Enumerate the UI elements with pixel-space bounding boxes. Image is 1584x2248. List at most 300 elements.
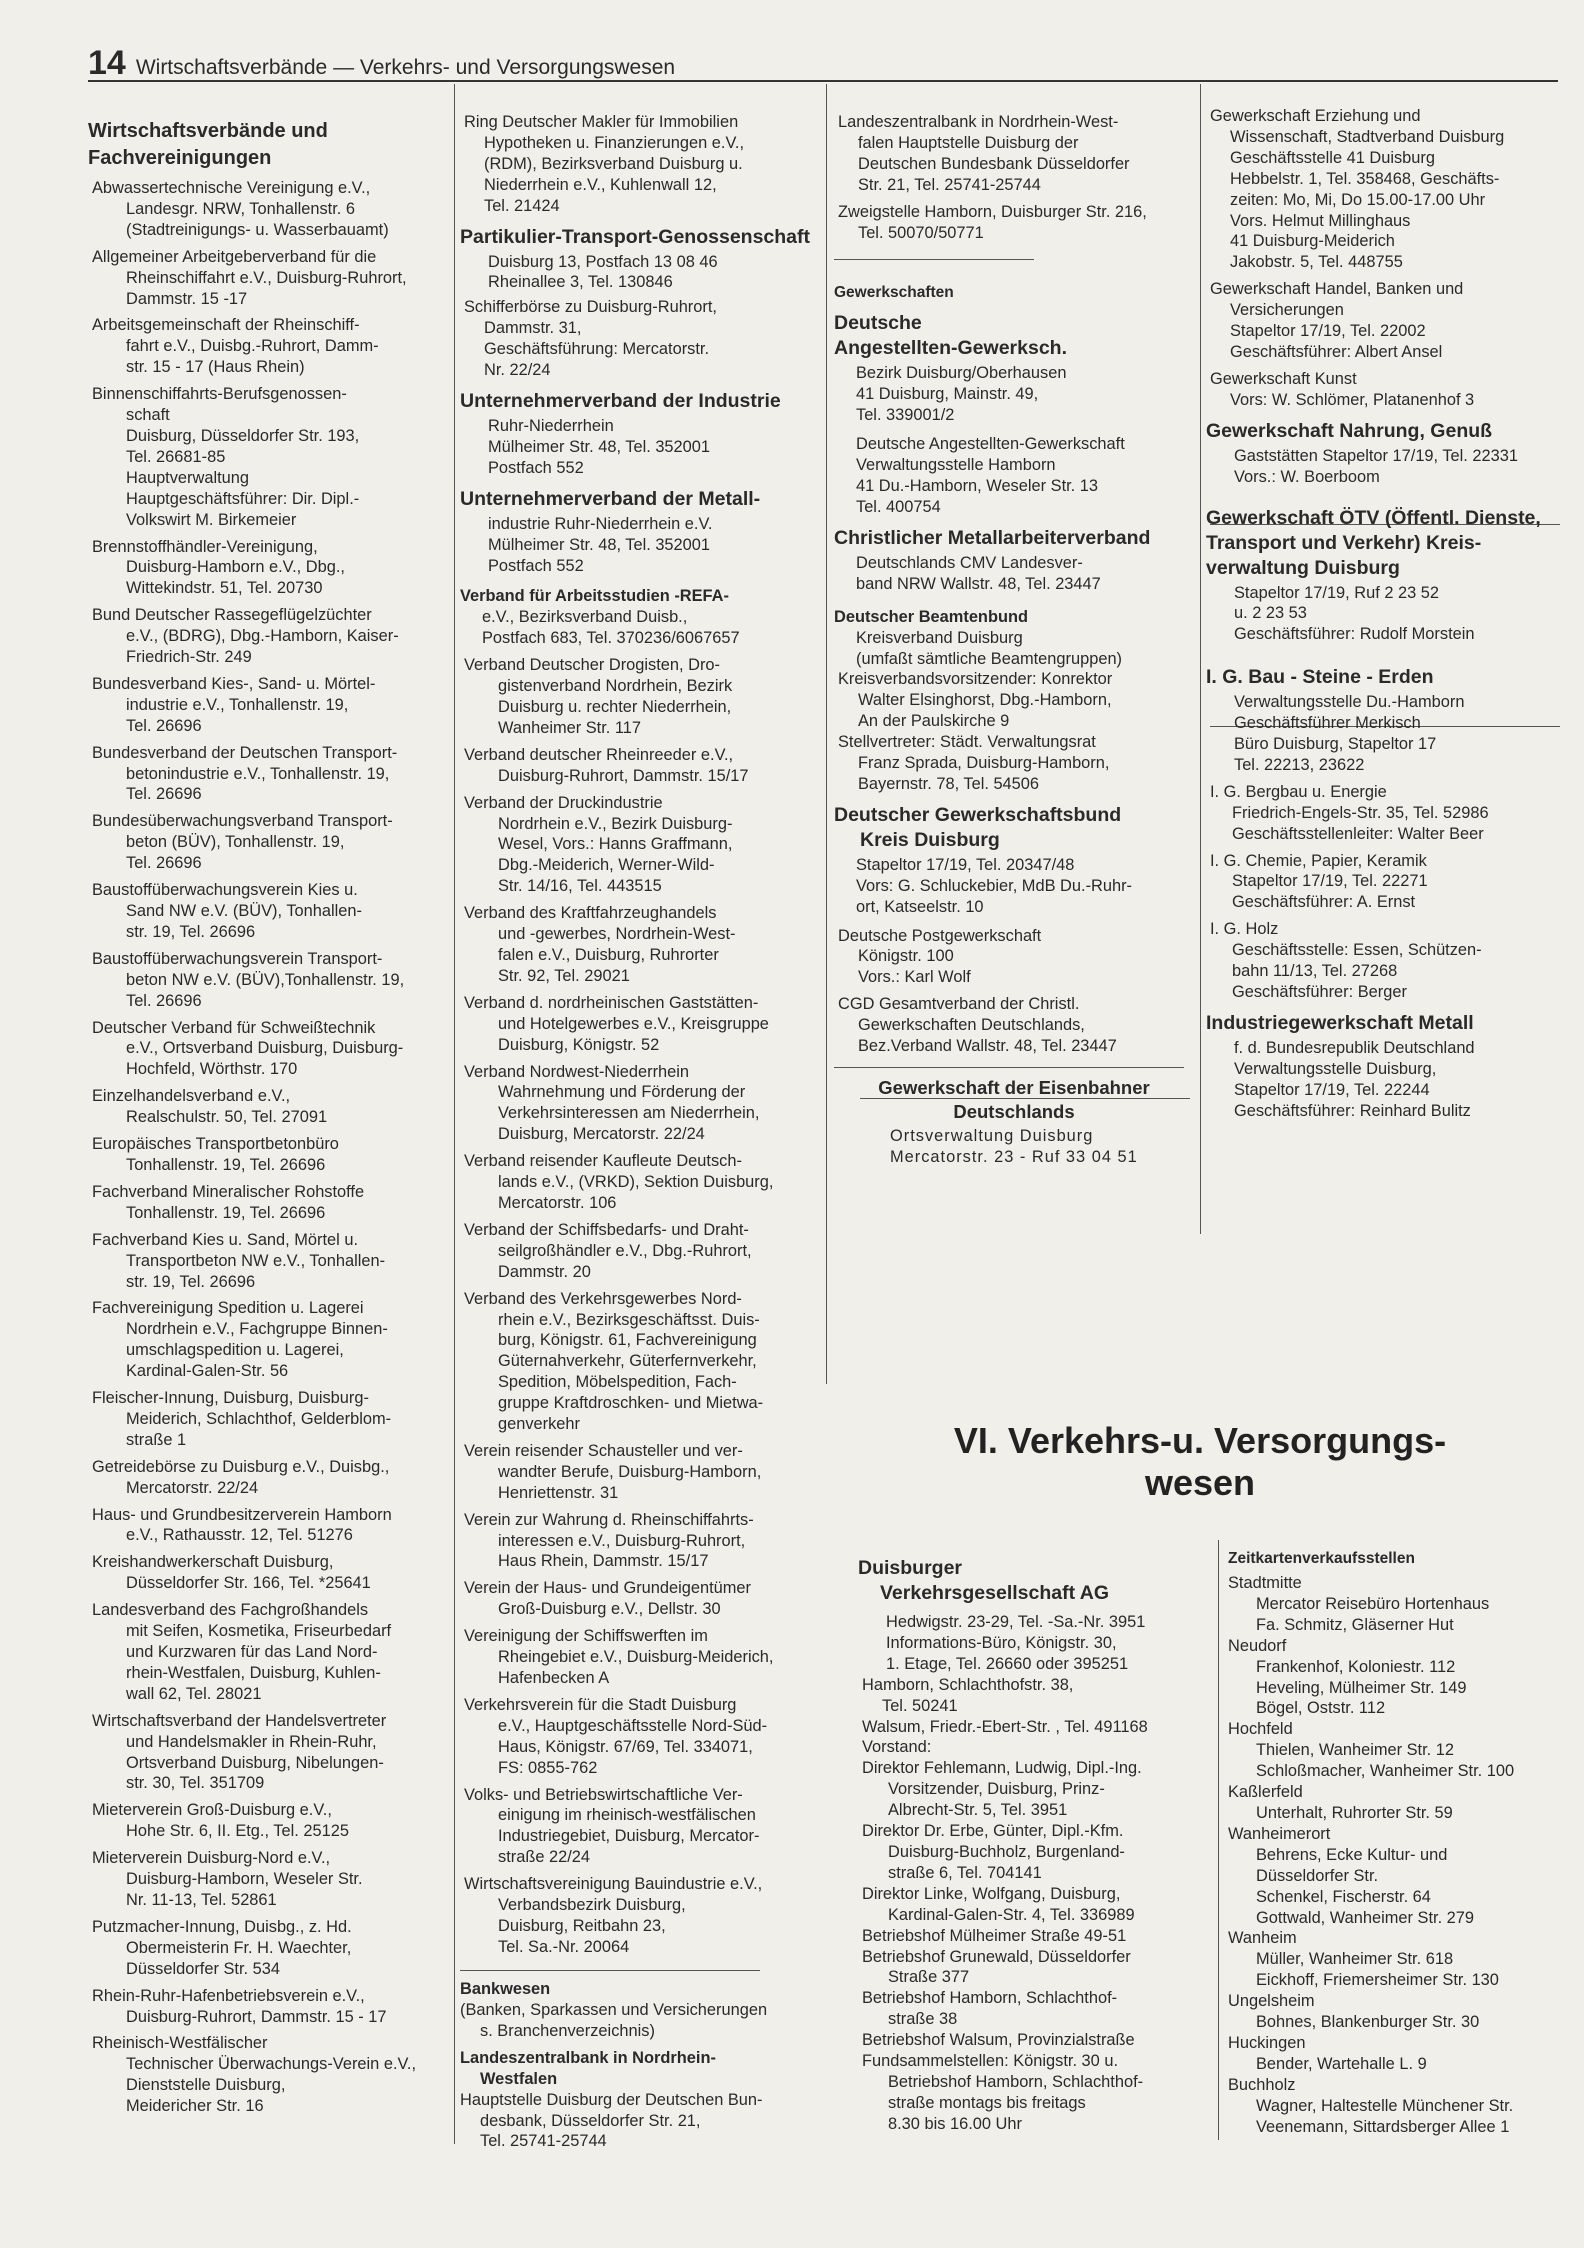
column-4 — [1206, 106, 1564, 1236]
entry-line: Haus Rhein, Dammstr. 15/17 — [498, 1552, 709, 1571]
directory-entry — [858, 1884, 1220, 1926]
directory-entry — [460, 1510, 822, 1573]
district-name: Wanheimerort — [1228, 1824, 1331, 1843]
directory-entry — [88, 674, 450, 737]
entry-line: Ortsverband Duisburg, Nibelungen- — [126, 1753, 384, 1772]
sales-point: Mercator Reisebüro Hortenhaus — [1256, 1594, 1490, 1613]
entry-body — [1206, 446, 1564, 488]
directory-entry — [858, 1926, 1220, 1947]
entry-line: falen e.V., Duisburg, Ruhrorter — [498, 946, 719, 964]
entry-line: Mieterverein Duisburg-Nord e.V., — [92, 1849, 331, 1868]
entry-line: Binnenschiffahrts-Berufsgenossen- — [92, 385, 347, 404]
entry-line: Tel. 26696 — [126, 716, 202, 735]
entry-line: Nr. 11-13, Tel. 52861 — [126, 1890, 277, 1909]
entry-body — [460, 2000, 822, 2042]
entry-line: Rheingebiet e.V., Duisburg-Meiderich, — [498, 1648, 774, 1667]
entry-line: u. 2 23 53 — [1234, 604, 1307, 623]
entry-line: burg, Königstr. 61, Fachvereinigung — [498, 1331, 757, 1350]
entry-zweigstelle — [834, 202, 1194, 244]
section-title-line: VI. Verkehrs-u. Versorgungs- — [953, 1420, 1447, 1461]
entry-line: betonindustrie e.V., Tonhallenstr. 19, — [126, 764, 390, 783]
heading-line: Deutschlands — [953, 1101, 1075, 1122]
entry-line: Ortsverwaltung Duisburg — [890, 1127, 1094, 1145]
heading-ig-bau: I. G. Bau - Steine - Erden — [1206, 666, 1434, 689]
entry-line: Güternahverkehr, Güterfernverkehr, — [498, 1352, 757, 1371]
entry-line: Rheinisch-Westfälischer — [92, 2034, 268, 2053]
sales-point: Schenkel, Fischerstr. 64 — [1256, 1887, 1431, 1906]
entry-line: Verband der Schiffsbedarfs- und Draht- — [464, 1220, 749, 1239]
section-title-line: wesen — [1144, 1462, 1256, 1503]
entry-line: Fleischer-Innung, Duisburg, Duisburg- — [92, 1389, 369, 1408]
entry-line: Geschäftsführer: A. Ernst — [1232, 893, 1416, 912]
entry-body — [460, 416, 822, 479]
entry-line: Hochfeld, Wörthstr. 170 — [126, 1060, 298, 1079]
heading-partikulier: Partikulier-Transport-Genossenschaft — [460, 225, 811, 248]
entry-line: Betriebshof Mülheimer Straße 49-51 — [862, 1926, 1127, 1945]
entry-line: Wittekindstr. 51, Tel. 20730 — [126, 579, 323, 598]
entry-line: Baustoffüberwachungsverein Transport- — [92, 949, 383, 968]
entry-line: Geschäftsstellenleiter: Walter Beer — [1232, 824, 1484, 843]
entry-line: Verbandsbezirk Duisburg, — [498, 1896, 686, 1915]
entry-line: Tel. 26696 — [126, 991, 202, 1010]
entry-line: Duisburg 13, Postfach 13 08 46 — [488, 252, 718, 271]
entry-body — [1206, 1038, 1564, 1122]
entry-line: Fachvereinigung Spedition u. Lagerei — [92, 1299, 364, 1318]
entry-line: Wahrnehmung und Förderung der — [498, 1083, 746, 1102]
entry-line: und Hotelgewerbes e.V., Kreisgruppe — [498, 1014, 769, 1033]
entry-line: Betriebshof Hamborn, Schlachthof- — [862, 1989, 1118, 2008]
entry-line: Geschäftsführer Merkisch — [1234, 714, 1421, 733]
entry-line: Tel. 21424 — [484, 196, 560, 215]
entry-line: Industriegebiet, Duisburg, Mercator- — [498, 1827, 760, 1846]
entry-line: Ring Deutscher Makler für Immobilien — [464, 113, 739, 131]
heading-line: Gewerkschaft der Eisenbahner — [878, 1077, 1150, 1098]
heading-dvg — [858, 1556, 1220, 1606]
entry-line: 8.30 bis 16.00 Uhr — [888, 2114, 1022, 2133]
entry-line: e.V., Ortsverband Duisburg, Duisburg- — [126, 1039, 404, 1058]
entry-line: Straße 377 — [888, 1968, 970, 1987]
entry-line: zeiten: Mo, Mi, Do 15.00-17.00 Uhr — [1230, 190, 1486, 209]
entry-line: Wanheimer Str. 117 — [498, 718, 642, 737]
entry-line: Franz Sprada, Duisburg-Hamborn, — [858, 754, 1110, 773]
entry-line: Duisburg u. rechter Niederrhein, — [498, 698, 732, 717]
entry-line: str. 15 - 17 (Haus Rhein) — [126, 358, 305, 377]
district-list — [1228, 1573, 1566, 2137]
entry-line: An der Paulskirche 9 — [858, 712, 1010, 731]
entry-body — [834, 628, 1194, 670]
entry-line: Stapeltor 17/19, Tel. 20347/48 — [856, 855, 1075, 874]
entry-line: Verband d. nordrheinischen Gaststätten- — [464, 993, 759, 1012]
entry-line: Duisburg-Buchholz, Burgenland- — [888, 1842, 1125, 1861]
entry-line: e.V., Bezirksverband Duisb., — [482, 608, 688, 627]
entry-cgd — [834, 994, 1194, 1057]
directory-entry — [460, 903, 822, 987]
entry-line: Hypotheken u. Finanzierungen e.V., — [484, 133, 745, 152]
entry-line: Mercatorstr. 23 - Ruf 33 04 51 — [890, 1147, 1138, 1166]
entry-line: s. Branchenverzeichnis) — [480, 2021, 655, 2040]
entry-line: Stapeltor 17/19, Tel. 22271 — [1232, 872, 1428, 891]
entry-line: band NRW Wallstr. 48, Tel. 23447 — [856, 574, 1101, 593]
directory-entry — [88, 1711, 450, 1795]
district-group — [1228, 1782, 1566, 1824]
heading-lzb — [460, 2048, 822, 2090]
entry-line: Zweigstelle Hamborn, Duisburger Str. 216, — [838, 202, 1147, 221]
entry-line: Str. 14/16, Tel. 443515 — [498, 877, 662, 896]
directory-entry — [460, 1220, 822, 1283]
column-divider — [826, 84, 827, 1384]
entry-line: Technischer Überwachungs-Verein e.V., — [126, 2055, 417, 2074]
directory-entry — [88, 880, 450, 943]
entry-ig-chemie — [1206, 851, 1564, 914]
entry-line: schaft — [126, 406, 170, 425]
column-6 — [1228, 1548, 1566, 2136]
entry-line: Walter Elsinghorst, Dbg.-Hamborn, — [858, 691, 1112, 710]
entry-line: Friedrich-Str. 249 — [126, 648, 252, 667]
entry-line: Getreidebörse zu Duisburg e.V., Duisbg., — [92, 1457, 390, 1476]
district-group — [1228, 2075, 1566, 2138]
entry-line: Dbg.-Meiderich, Werner-Wild- — [498, 856, 715, 875]
entry-ring — [460, 112, 822, 217]
directory-entry — [88, 1917, 450, 1980]
entry-line: und -gewerbes, Nordrhein-West- — [498, 925, 736, 944]
entry-list — [460, 655, 822, 1958]
entry-line: industrie Ruhr-Niederrhein e.V. — [488, 514, 713, 533]
entry-line: Duisburg-Hamborn, Weseler Str. — [126, 1870, 363, 1889]
entry-line: Hamborn, Schlachthofstr. 38, — [862, 1675, 1074, 1694]
entry-line: Henriettenstr. 31 — [498, 1483, 619, 1502]
entry-line: Bez.Verband Wallstr. 48, Tel. 23447 — [858, 1037, 1117, 1056]
entry-line: Volkswirt M. Birkemeier — [126, 510, 297, 529]
entry-lzb — [834, 112, 1194, 196]
sales-point: Schloßmacher, Wanheimer Str. 100 — [1256, 1762, 1515, 1781]
entry-line: Postfach 683, Tel. 370236/6067657 — [482, 629, 740, 648]
entry-line: Gewerkschaften Deutschlands, — [858, 1016, 1085, 1035]
entry-line: Geschäftsstelle 41 Duisburg — [1230, 148, 1435, 167]
entry-line: FS: 0855-762 — [498, 1758, 598, 1777]
entry-line: Friedrich-Engels-Str. 35, Tel. 52986 — [1232, 803, 1489, 822]
entry-line: Verwaltungsstelle Duisburg, — [1234, 1059, 1437, 1078]
entry-line: Tel. 22213, 23622 — [1234, 755, 1365, 774]
entry-line: umschlagspedition u. Lagerei, — [126, 1341, 344, 1360]
entry-line: e.V., Rathausstr. 12, Tel. 51276 — [126, 1526, 353, 1545]
district-name: Wanheim — [1228, 1929, 1297, 1948]
district-name: Neudorf — [1228, 1636, 1287, 1655]
entry-line: 1. Etage, Tel. 26660 oder 395251 — [886, 1654, 1129, 1673]
directory-entry — [460, 1695, 822, 1779]
rule — [460, 1970, 760, 1971]
district-group — [1228, 1991, 1566, 2033]
entry-line: Fachverband Mineralischer Rohstoffe — [92, 1182, 365, 1201]
heading-line: Wirtschaftsverbände und — [88, 120, 328, 142]
entry-line: Vors.: W. Boerboom — [1234, 467, 1380, 486]
entry-line: Putzmacher-Innung, Duisbg., z. Hd. — [92, 1917, 352, 1936]
entry-line: Deutscher Verband für Schweißtechnik — [92, 1018, 376, 1037]
heading-line: Angestellten-Gewerksch. — [834, 337, 1067, 360]
entry-line: Str. 21, Tel. 25741-25744 — [858, 175, 1041, 194]
entry-line: Bayernstr. 78, Tel. 54506 — [858, 774, 1040, 793]
column-divider — [454, 84, 455, 2144]
entry-line: Wesel, Vors.: Hanns Graffmann, — [498, 835, 733, 854]
district-name: Stadtmitte — [1228, 1574, 1302, 1592]
entry-line: Nordrhein e.V., Bezirk Duisburg- — [498, 814, 733, 833]
entry-line: Vors. Helmut Millinghaus — [1230, 211, 1411, 230]
entry-body — [834, 855, 1194, 918]
entry-line: 41 Duisburg-Meiderich — [1230, 232, 1395, 251]
entry-line: Düsseldorfer Str. 534 — [126, 1959, 280, 1978]
directory-entry — [858, 1821, 1220, 1884]
entry-line: Bundesverband der Deutschen Transport- — [92, 743, 398, 762]
entry-line: Nr. 22/24 — [484, 361, 551, 380]
directory-entry — [460, 1062, 822, 1146]
entry-line: Ruhr-Niederrhein — [488, 416, 614, 435]
entry-schiffer — [460, 297, 822, 381]
entry-line: Tel. 400754 — [856, 497, 941, 516]
directory-entry — [88, 247, 450, 310]
entry-line: Postfach 552 — [488, 458, 584, 477]
entry-line: Hedwigstr. 23-29, Tel. -Sa.-Nr. 3951 — [886, 1613, 1146, 1631]
entry-line: Hauptgeschäftsführer: Dir. Dipl.- — [126, 489, 360, 508]
entry-line: falen Hauptstelle Duisburg der — [858, 133, 1079, 152]
entry-line: Bundesverband Kies-, Sand- u. Mörtel- — [92, 674, 376, 693]
entry-line: beton (BÜV), Tonhallenstr. 19, — [126, 833, 345, 852]
entry-line: Tel. 26696 — [126, 785, 202, 804]
entry-line: I. G. Holz — [1210, 920, 1279, 939]
heading-line: Deutsche — [834, 312, 922, 335]
entry-line: Gewerkschaft Erziehung und — [1210, 107, 1421, 125]
heading-otv — [1206, 506, 1564, 581]
entry-hbv — [1206, 279, 1564, 363]
entry-body — [834, 1126, 1194, 1168]
entry-line: Düsseldorfer Str. 166, Tel. *25641 — [126, 1574, 371, 1593]
entry-line: seilgroßhändler e.V., Dbg.-Ruhrort, — [498, 1241, 752, 1260]
heading-line: Duisburger — [858, 1557, 963, 1579]
sales-point: Gottwald, Wanheimer Str. 279 — [1256, 1908, 1475, 1927]
directory-entry — [88, 811, 450, 874]
heading-dgb — [834, 803, 1194, 853]
entry-line: wall 62, Tel. 28021 — [126, 1684, 262, 1703]
entry-line: Direktor Dr. Erbe, Günter, Dipl.-Kfm. — [862, 1822, 1124, 1841]
heading-line: Verkehrsgesellschaft AG — [880, 1582, 1110, 1604]
district-group — [1228, 1636, 1566, 1720]
entry-line: Rheinallee 3, Tel. 130846 — [488, 273, 673, 292]
entry-line: Duisburg-Hamborn e.V., Dbg., — [126, 558, 345, 577]
directory-entry — [88, 1086, 450, 1128]
entry-line: Kreishandwerkerschaft Duisburg, — [92, 1553, 334, 1572]
entry-line: Verband reisender Kaufleute Deutsch- — [464, 1152, 742, 1171]
entry-line: Gaststätten Stapeltor 17/19, Tel. 22331 — [1234, 446, 1518, 465]
entry-line: Betriebshof Walsum, Provinzialstraße — [862, 2031, 1135, 2050]
entry-line: Tel. 50070/50771 — [858, 223, 984, 242]
directory-entry — [88, 1600, 450, 1705]
entry-line: Hauptverwaltung — [126, 468, 250, 487]
entry-line: interessen e.V., Duisburg-Ruhrort, — [498, 1531, 746, 1550]
entry-line: Abwassertechnische Vereinigung e.V., — [92, 179, 371, 197]
entry-line: Dammstr. 20 — [498, 1262, 591, 1281]
entry-line: Wirtschaftsvereinigung Bauindustrie e.V., — [464, 1875, 763, 1894]
entry-line: Direktor Linke, Wolfgang, Duisburg, — [862, 1884, 1121, 1903]
entry-line: Deutschlands CMV Landesver- — [856, 553, 1083, 572]
rule — [834, 259, 1034, 260]
directory-entry — [88, 1552, 450, 1594]
entry-line: bahn 11/13, Tel. 27268 — [1232, 962, 1398, 981]
sales-point: Frankenhof, Koloniestr. 112 — [1256, 1657, 1456, 1676]
directory-entry — [88, 949, 450, 1012]
entry-line: Schifferbörse zu Duisburg-Ruhrort, — [464, 298, 717, 317]
heading-gewerkschaften: Gewerkschaften — [834, 284, 954, 302]
entry-line: Duisburg, Düsseldorfer Str. 193, — [126, 426, 360, 445]
entry-line: Kardinal-Galen-Str. 4, Tel. 336989 — [888, 1905, 1135, 1924]
sales-point: Eickhoff, Friemersheimer Str. 130 — [1256, 1971, 1499, 1990]
entry-line: Tel. 50241 — [882, 1696, 958, 1715]
sales-point: Müller, Wanheimer Str. 618 — [1256, 1950, 1454, 1969]
directory-entry — [88, 178, 450, 241]
sales-point: Thielen, Wanheimer Str. 12 — [1256, 1741, 1454, 1760]
entry-line: gruppe Kraftdroschken- und Mietwa- — [498, 1394, 764, 1413]
entry-line: Duisburg-Ruhrort, Dammstr. 15 - 17 — [126, 2007, 387, 2026]
entry-line: Realschulstr. 50, Tel. 27091 — [126, 1108, 328, 1127]
entry-line: e.V., Hauptgeschäftsstelle Nord-Süd- — [498, 1716, 768, 1735]
vorstand-label: Vorstand: — [862, 1738, 932, 1757]
entry-line: Kreisverbandsvorsitzender: Konrektor — [838, 670, 1113, 689]
entry-line: Arbeitsgemeinschaft der Rheinschiff- — [92, 316, 360, 335]
directory-entry — [88, 1457, 450, 1499]
entry-line: genverkehr — [498, 1415, 581, 1434]
entry-line: Deutsche Angestellten-Gewerkschaft — [856, 435, 1125, 454]
entry-line: Mercatorstr. 22/24 — [126, 1478, 259, 1497]
entry-line: Geschäftsführung: Mercatorstr. — [484, 340, 710, 359]
heading-line: Westfalen — [480, 2069, 558, 2088]
district-name: Kaßlerfeld — [1228, 1783, 1303, 1802]
heading-dag — [834, 311, 1194, 361]
district-group — [1228, 2033, 1566, 2075]
entry-line: Mülheimer Str. 48, Tel. 352001 — [488, 437, 711, 456]
entry-ig-bergbau — [1206, 782, 1564, 845]
sales-point: Düsseldorfer Str. — [1256, 1866, 1379, 1885]
entry-line: rhein-Westfalen, Duisburg, Kuhlen- — [126, 1663, 381, 1682]
heading-bankwesen: Bankwesen — [460, 1979, 551, 1998]
entry-line: Bundesüberwachungsverband Transport- — [92, 812, 393, 831]
directory-entry — [460, 655, 822, 739]
entry-line: industrie e.V., Tonhallenstr. 19, — [126, 695, 349, 714]
entry-line: Mülheimer Str. 48, Tel. 352001 — [488, 535, 711, 554]
directory-entry — [88, 1298, 450, 1382]
column-3 — [834, 112, 1194, 1166]
entry-walsum: Walsum, Friedr.-Ebert-Str. , Tel. 491168 — [862, 1717, 1148, 1736]
district-group — [1228, 1928, 1566, 1991]
entry-line: Verein der Haus- und Grundeigentümer — [464, 1579, 752, 1598]
entry-line: Obermeisterin Fr. H. Waechter, — [126, 1938, 352, 1957]
heading-cmv: Christlicher Metallarbeiterverband — [834, 526, 1151, 549]
entry-line: Geschäftsführer: Berger — [1232, 983, 1407, 1001]
entry-line: Tel. 339001/2 — [856, 406, 955, 425]
district-group — [1228, 1719, 1566, 1782]
entry-line: Kreisverband Duisburg — [856, 628, 1023, 647]
entry-ig-holz — [1206, 919, 1564, 1003]
page-header — [88, 46, 1558, 82]
heading-line: Kreis Duisburg — [860, 828, 1000, 851]
entry-line: gistenverband Nordrhein, Bezirk — [498, 677, 733, 696]
entry-line: Haus- und Grundbesitzerverein Hamborn — [92, 1505, 392, 1524]
entry-line: Gewerkschaft Handel, Banken und — [1210, 280, 1464, 299]
section-title — [880, 1420, 1520, 1504]
entry-body — [460, 607, 822, 649]
directory-entry — [88, 537, 450, 600]
directory-entry — [460, 745, 822, 787]
column-5 — [858, 1548, 1220, 2133]
district-name: Hochfeld — [1228, 1720, 1293, 1739]
heading-line: Transport und Verkehr) Kreis- — [1206, 531, 1482, 554]
heading-line: verwaltung Duisburg — [1206, 556, 1400, 579]
sales-point: Behrens, Ecke Kultur- und — [1256, 1845, 1448, 1864]
entry-line: Duisburg-Ruhrort, Dammstr. 15/17 — [498, 766, 749, 785]
entry-dbb-vorsitz — [834, 669, 1194, 732]
entry-line: straße 38 — [888, 2010, 958, 2029]
entry-body — [1206, 692, 1564, 776]
entry-line: Verwaltungsstelle Du.-Hamborn — [1234, 693, 1465, 712]
directory-entry — [88, 1134, 450, 1176]
sales-point: Bender, Wartehalle L. 9 — [1256, 2054, 1427, 2073]
entry-line: Allgemeiner Arbeitgeberverband für die — [92, 247, 377, 266]
heading-dbb: Deutscher Beamtenbund — [834, 607, 1028, 626]
entry-line: rhein e.V., Bezirksgeschäftsst. Duis- — [498, 1310, 760, 1329]
entry-line: Wirtschaftsverband der Handelsvertreter — [92, 1711, 387, 1730]
directory-entry — [858, 1758, 1220, 1821]
entry-line: Vereinigung der Schiffswerften im — [464, 1627, 708, 1646]
directory-entry — [88, 2033, 450, 2117]
entry-line: Niederrhein e.V., Kuhlenwall 12, — [484, 175, 717, 194]
entry-line: I. G. Bergbau u. Energie — [1210, 782, 1387, 801]
sales-point: Heveling, Mülheimer Str. 149 — [1256, 1678, 1467, 1697]
entry-line: Rheinschiffahrt e.V., Duisburg-Ruhrort, — [126, 268, 407, 287]
entry-line: Geschäftsführer: Rudolf Morstein — [1234, 625, 1475, 644]
entry-line: Verkehrsverein für die Stadt Duisburg — [464, 1695, 737, 1714]
entry-line: Bund Deutscher Rassegeflügelzüchter — [92, 606, 372, 625]
entry-line: Sand NW e.V. (BÜV), Tonhallen- — [126, 902, 362, 920]
entry-line: Duisburg, Mercatorstr. 22/24 — [498, 1125, 705, 1144]
directory-entry — [88, 1018, 450, 1081]
entry-line: Dammstr. 31, — [484, 319, 582, 338]
entry-list — [858, 1758, 1220, 2134]
entry-line: Fachverband Kies u. Sand, Mörtel u. — [92, 1230, 359, 1249]
entry-line: Tel. 26681-85 — [126, 447, 226, 466]
district-group — [1228, 1573, 1566, 1636]
directory-entry — [88, 1848, 450, 1911]
entry-line: lands e.V., (VRKD), Sektion Duisburg, — [498, 1173, 774, 1192]
entry-line: ort, Katseelstr. 10 — [856, 897, 984, 916]
heading-metall: Unternehmerverband der Metall- — [460, 487, 761, 510]
entry-line: Fundsammelstellen: Königstr. 30 u. — [862, 2052, 1119, 2071]
sales-point: Unterhalt, Ruhrorter Str. 59 — [1256, 1803, 1453, 1822]
entry-line: (Banken, Sparkassen und Versicherungen — [460, 2000, 768, 2019]
entry-line: Postfach 552 — [488, 556, 584, 575]
entry-line: Geschäftsführer: Reinhard Bulitz — [1234, 1101, 1471, 1120]
sales-point: Wagner, Haltestelle Münchener Str. — [1256, 2096, 1514, 2115]
entry-body — [460, 252, 822, 294]
entry-line: Verwaltungsstelle Hamborn — [856, 456, 1056, 475]
entry-line: Brennstoffhändler-Vereinigung, — [92, 537, 318, 556]
entry-line: Geschäftsstelle: Essen, Schützen- — [1232, 941, 1482, 960]
directory-entry — [460, 1441, 822, 1504]
entry-line: Duisburg, Reitbahn 23, — [498, 1916, 666, 1935]
entry-line: Verband Nordwest-Niederrhein — [464, 1062, 690, 1081]
column-1 — [88, 112, 450, 2132]
district-group — [1228, 1824, 1566, 1929]
entry-line: str. 19, Tel. 26696 — [126, 922, 256, 941]
entry-dbb-stellv — [834, 732, 1194, 795]
heading-line: Landeszentralbank in Nordrhein- — [460, 2048, 716, 2067]
entry-line: straße 22/24 — [498, 1848, 591, 1867]
entry-line: Hohe Str. 6, II. Etg., Tel. 25125 — [126, 1822, 349, 1841]
